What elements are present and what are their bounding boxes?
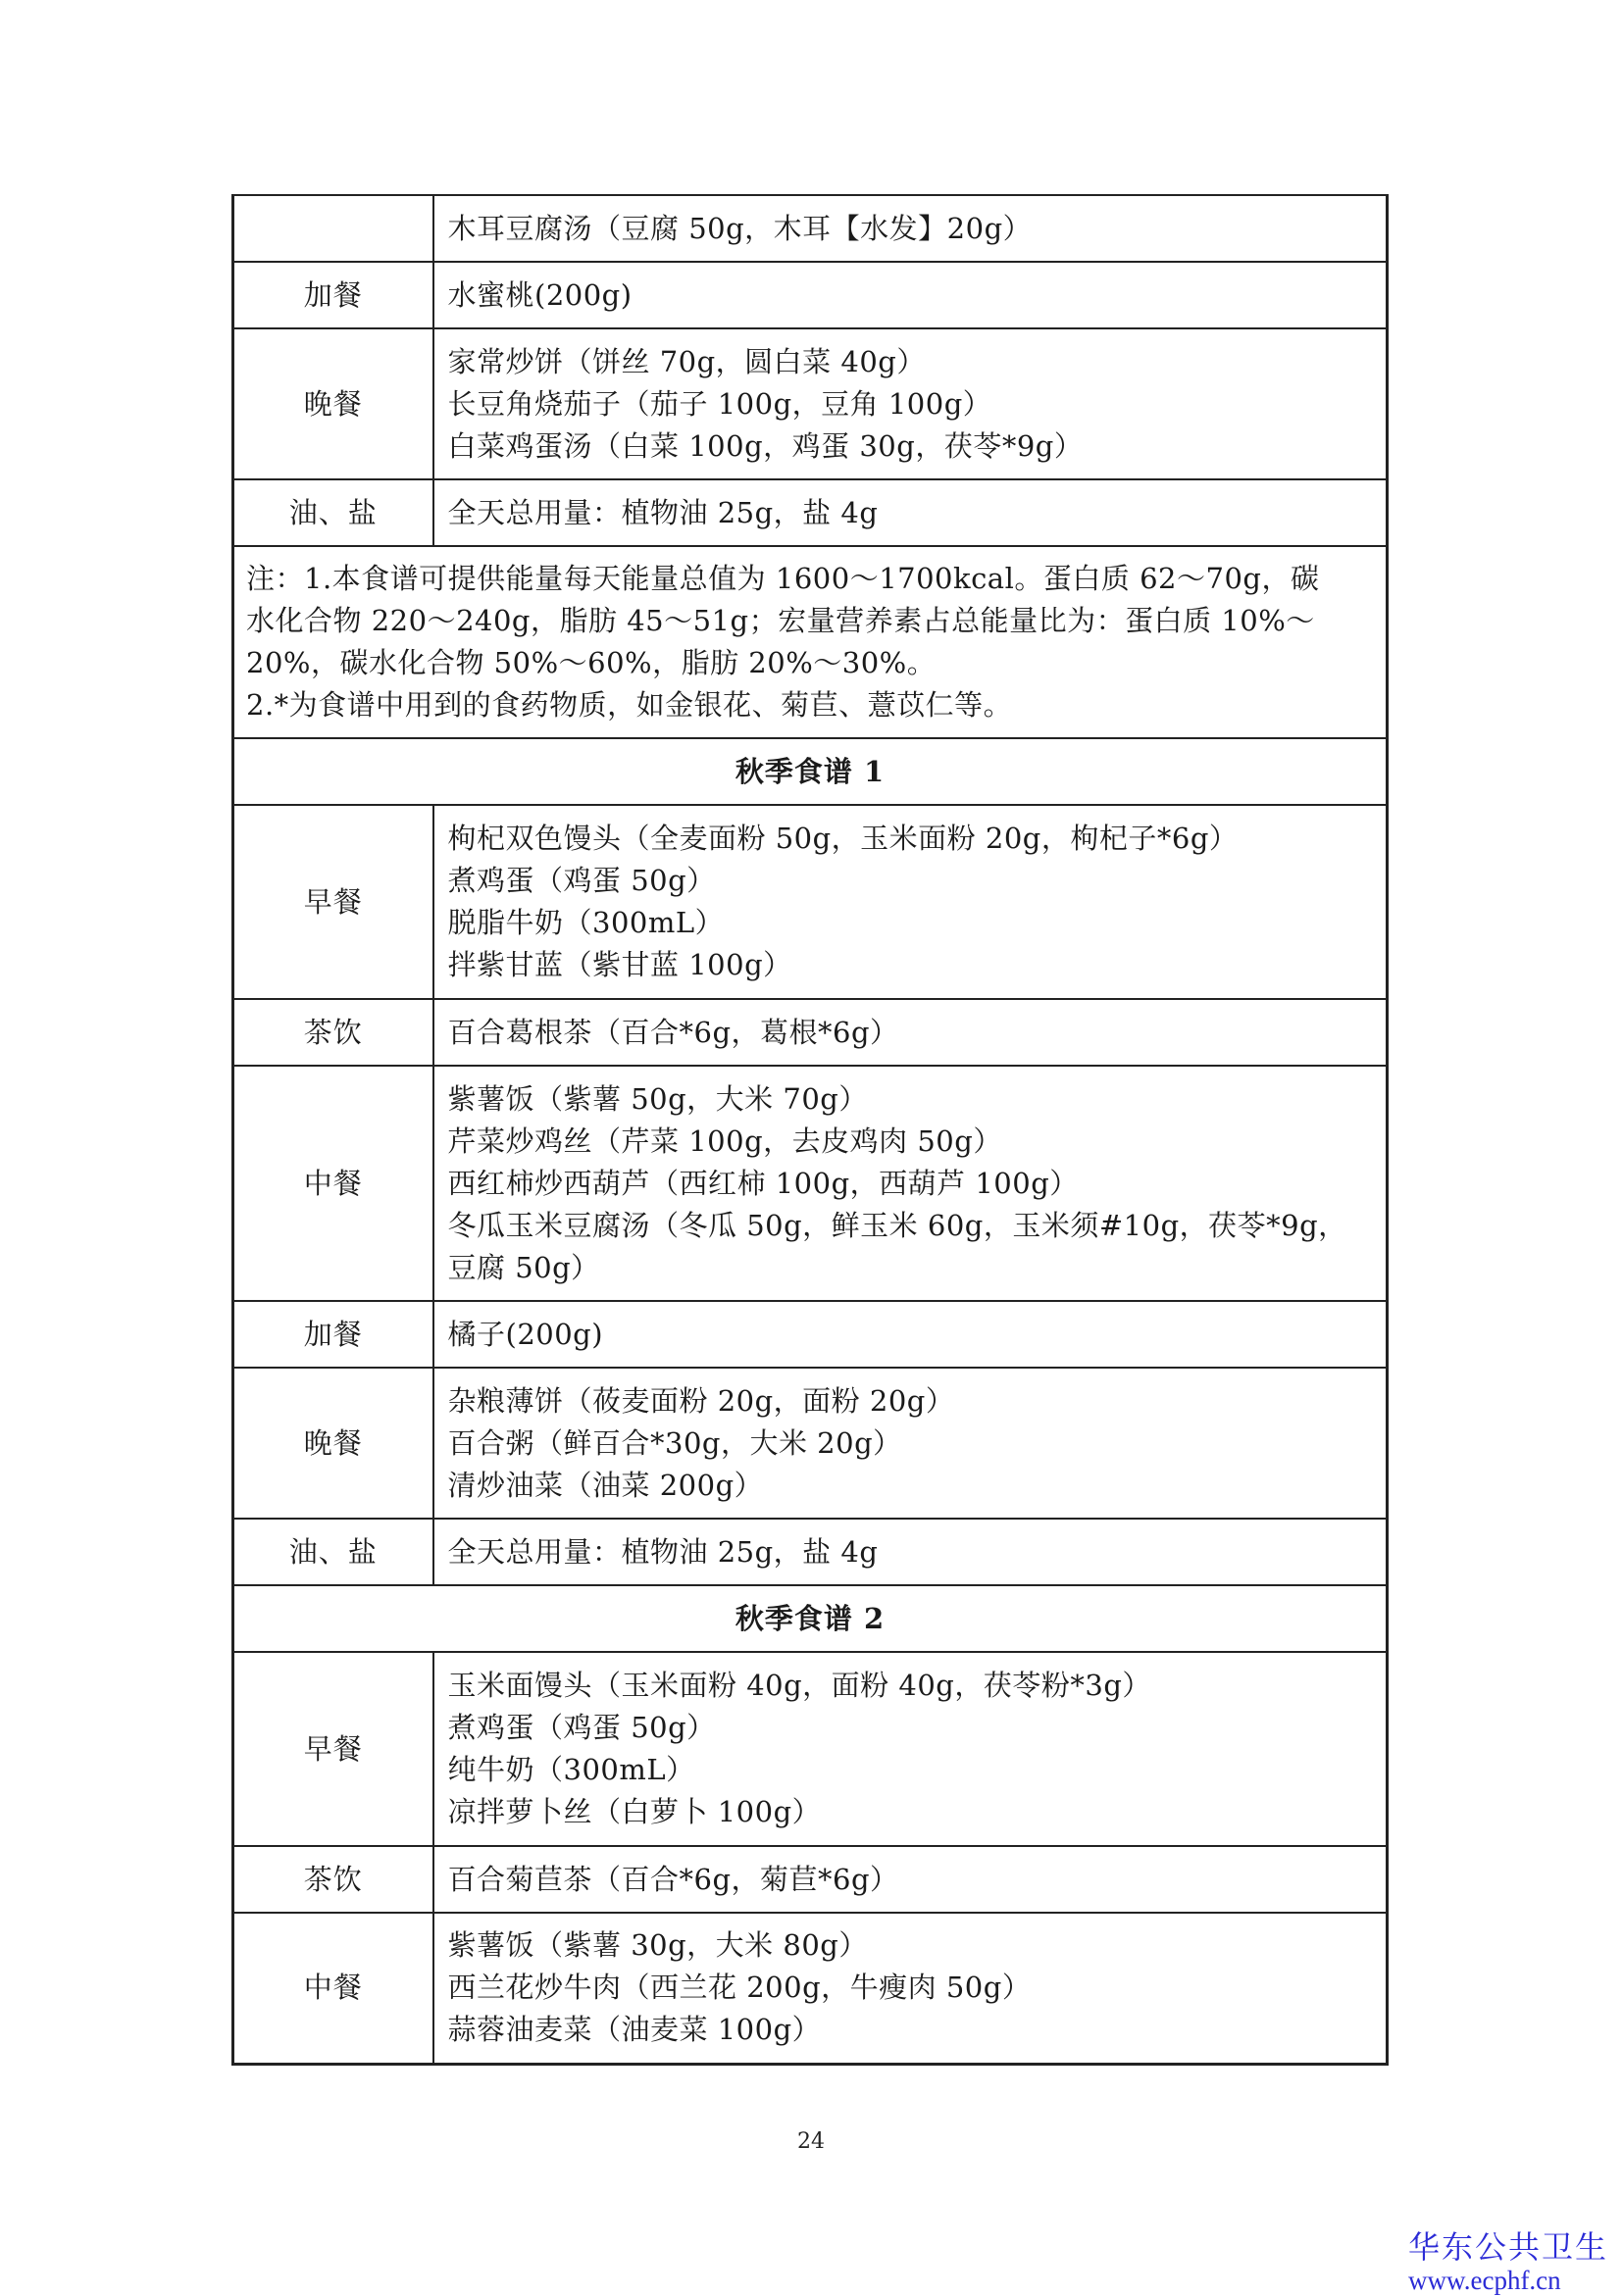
- meal-row: [233, 1846, 1388, 1913]
- meal-label: 晚餐: [233, 328, 433, 479]
- section-title: 秋季食谱 1: [233, 738, 1388, 805]
- meal-row: [233, 1368, 1388, 1519]
- meal-content: [433, 262, 1388, 328]
- meal-label: 油、盐: [233, 1519, 433, 1585]
- meal-label: [233, 195, 433, 262]
- dish-line: 蒜蓉油麦菜（油麦菜 100g）: [447, 2013, 822, 2047]
- dish-line: 杂粮薄饼（莜麦面粉 20g，面粉 20g）: [447, 1383, 955, 1418]
- meal-label: 茶饮: [233, 999, 433, 1066]
- meal-row: [233, 805, 1388, 999]
- dish-line: 豆腐 50g）: [447, 1250, 600, 1284]
- meal-label: 中餐: [233, 1066, 433, 1301]
- site-watermark[interactable]: [1408, 2229, 1608, 2296]
- meal-label: 早餐: [233, 805, 433, 999]
- recipe-table: [231, 194, 1389, 2066]
- dish-line: 长豆角烧茄子（茄子 100g，豆角 100g）: [447, 386, 992, 421]
- dish-line: 全天总用量：植物油 25g，盐 4g: [447, 1534, 879, 1569]
- section-heading-row: [233, 738, 1388, 805]
- meal-label: 中餐: [233, 1913, 433, 2064]
- meal-content: [433, 805, 1388, 999]
- meal-label: 早餐: [233, 1652, 433, 1846]
- meal-content: [433, 479, 1388, 546]
- meal-row: [233, 1066, 1388, 1301]
- meal-content: [433, 1066, 1388, 1301]
- meal-row: [233, 1652, 1388, 1846]
- meal-content: [433, 1519, 1388, 1585]
- note-line: 水化合物 220～240g，脂肪 45～51g；宏量营养素占总能量比为：蛋白质 10%～: [246, 604, 1315, 637]
- dish-line: 白菜鸡蛋汤（白菜 100g，鸡蛋 30g，茯苓*9g）: [447, 428, 1084, 463]
- meal-content: [433, 1913, 1388, 2064]
- meal-row: [233, 328, 1388, 479]
- dish-line: 紫薯饭（紫薯 30g，大米 80g）: [447, 1928, 868, 1963]
- meal-label: 晚餐: [233, 1368, 433, 1519]
- meal-content: [433, 195, 1388, 262]
- dish-line: 水蜜桃(200g): [447, 277, 633, 312]
- note-cell: [233, 546, 1388, 738]
- note-line: 2.*为食谱中用到的食药物质，如金银花、菊苣、薏苡仁等。: [246, 688, 1013, 722]
- meal-row: [233, 1301, 1388, 1368]
- meal-content: [433, 999, 1388, 1066]
- meal-content: [433, 1846, 1388, 1913]
- dish-line: 拌紫甘蓝（紫甘蓝 100g）: [447, 948, 792, 981]
- meal-content: [433, 328, 1388, 479]
- dish-line: 西兰花炒牛肉（西兰花 200g，牛瘦肉 50g）: [447, 1971, 1032, 2005]
- meal-label: 加餐: [233, 1301, 433, 1368]
- meal-row: [233, 999, 1388, 1066]
- meal-row: [233, 262, 1388, 328]
- meal-row: [233, 1519, 1388, 1585]
- dish-line: 全天总用量：植物油 25g，盐 4g: [447, 495, 879, 529]
- page-number: 24: [797, 2129, 825, 2154]
- dish-line: 百合菊苣茶（百合*6g，菊苣*6g）: [447, 1862, 899, 1896]
- meal-content: [433, 1301, 1388, 1368]
- meal-content: [433, 1652, 1388, 1846]
- meal-row: [233, 1913, 1388, 2064]
- meal-row: [233, 195, 1388, 262]
- dish-line: 西红柿炒西葫芦（西红柿 100g，西葫芦 100g）: [447, 1166, 1079, 1200]
- meal-content: [433, 1368, 1388, 1519]
- note-row: [233, 546, 1388, 738]
- dish-line: 清炒油菜（油菜 200g）: [447, 1468, 764, 1502]
- dish-line: 紫薯饭（紫薯 50g，大米 70g）: [447, 1081, 868, 1116]
- dish-line: 枸杞双色馒头（全麦面粉 50g，玉米面粉 20g，枸杞子*6g）: [447, 822, 1239, 855]
- dish-line: 脱脂牛奶（300mL）: [447, 906, 725, 939]
- meal-label: 油、盐: [233, 479, 433, 546]
- watermark-name: 华东公共卫生: [1407, 2229, 1608, 2265]
- dish-line: 煮鸡蛋（鸡蛋 50g）: [447, 1711, 716, 1744]
- dish-line: 冬瓜玉米豆腐汤（冬瓜 50g，鲜玉米 60g，玉米须#10g，茯苓*9g，: [447, 1208, 1347, 1242]
- meal-row: [233, 479, 1388, 546]
- dish-line: 凉拌萝卜丝（白萝卜 100g）: [447, 1795, 822, 1828]
- meal-label: 加餐: [233, 262, 433, 328]
- dish-line: 煮鸡蛋（鸡蛋 50g）: [447, 864, 716, 897]
- dish-line: 橘子(200g): [447, 1317, 604, 1351]
- dish-line: 百合葛根茶（百合*6g，葛根*6g）: [447, 1015, 899, 1049]
- note-line: 注：1.本食谱可提供能量每天能量总值为 1600～1700kcal。蛋白质 62～70g，碳: [246, 562, 1320, 595]
- dish-line: 芹菜炒鸡丝（芹菜 100g，去皮鸡肉 50g）: [447, 1123, 1002, 1158]
- note-line: 20%，碳水化合物 50%～60%，脂肪 20%～30%。: [246, 646, 937, 679]
- watermark-url-link[interactable]: www.ecphf.cn: [1407, 2266, 1561, 2295]
- dish-line: 纯牛奶（300mL）: [447, 1753, 695, 1786]
- section-heading-row: [233, 1585, 1388, 1652]
- meal-label: 茶饮: [233, 1846, 433, 1913]
- dish-line: 木耳豆腐汤（豆腐 50g，木耳【水发】20g）: [447, 211, 1033, 245]
- section-title: 秋季食谱 2: [233, 1585, 1388, 1652]
- dish-line: 玉米面馒头（玉米面粉 40g，面粉 40g，茯苓粉*3g）: [447, 1669, 1151, 1702]
- dish-line: 家常炒饼（饼丝 70g，圆白菜 40g）: [447, 344, 926, 378]
- dish-line: 百合粥（鲜百合*30g，大米 20g）: [447, 1425, 902, 1460]
